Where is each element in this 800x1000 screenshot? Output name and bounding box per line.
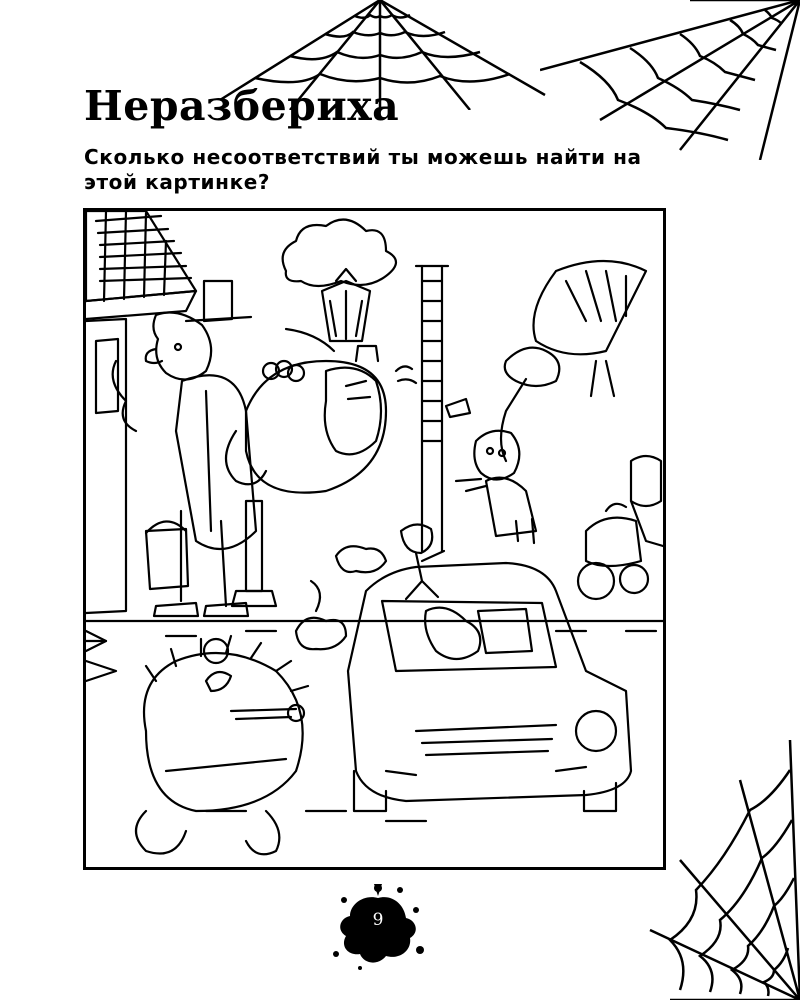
bird-carrying-person: [446, 261, 646, 543]
street-lamp: [232, 269, 370, 606]
striped-pole: [416, 266, 448, 551]
page-title: Неразбериха: [84, 82, 400, 130]
page-number: 9: [372, 910, 384, 930]
puzzle-question: Сколько несоответствий ты можешь найти на этой картинке?: [84, 145, 642, 194]
man-in-top-hat-with-bucket: [113, 281, 256, 616]
cobweb-top-right-decoration: [540, 0, 800, 160]
page-number-badge: [330, 880, 426, 970]
flying-bearded-man: [226, 346, 416, 493]
car-with-driver: [348, 563, 631, 811]
puzzle-illustration: [83, 208, 666, 870]
small-running-man: [336, 524, 444, 599]
woman-with-pram: [578, 456, 663, 599]
